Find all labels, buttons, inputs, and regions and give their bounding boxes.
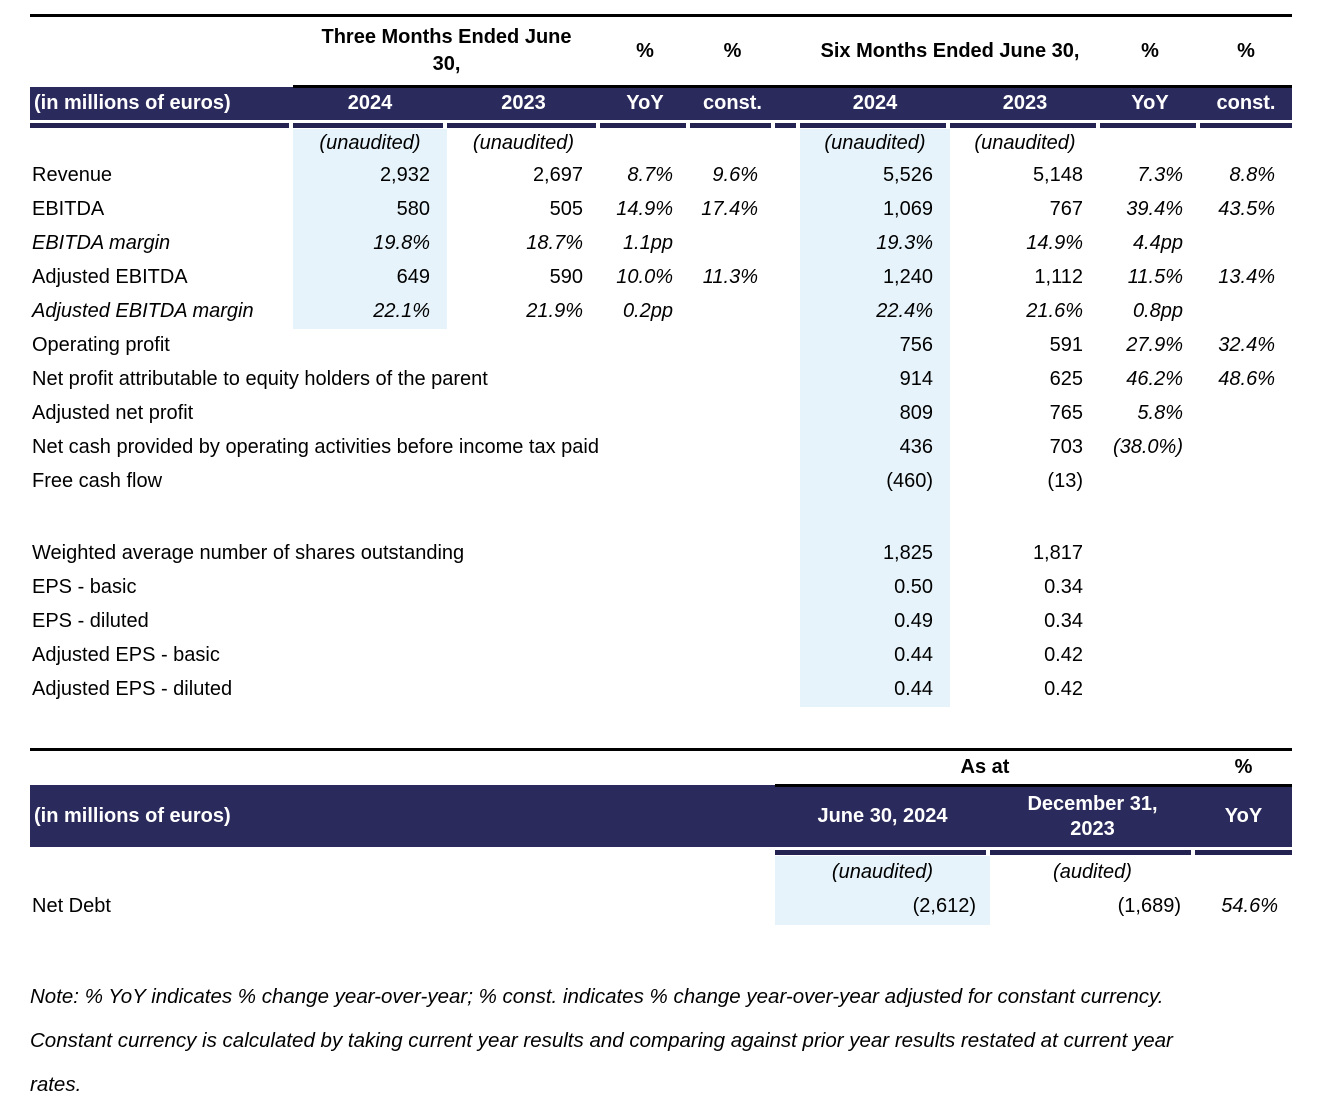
- spacer-cell: [600, 499, 690, 537]
- table-row: [30, 227, 1292, 261]
- value-cell: 0.8pp: [1132, 300, 1183, 322]
- value-cell: [1200, 295, 1292, 329]
- value-cell: 22.1%: [293, 295, 447, 329]
- value-cell: [1200, 465, 1292, 499]
- footnote-line: Constant currency is calculated by taking current year results and comparing against prior year results restated at current year: [30, 1029, 1173, 1052]
- value-cell: [690, 431, 775, 465]
- col-header-tm-2023: 2023: [447, 87, 600, 120]
- footnote-line: rates.: [30, 1073, 82, 1096]
- value-cell: [1200, 673, 1292, 707]
- value-cell: 22.4%: [800, 295, 950, 329]
- rule-segment: [30, 123, 289, 128]
- value-cell: 5,148: [1032, 164, 1083, 186]
- value-cell: (38.0%): [1112, 436, 1183, 458]
- value-cell: [293, 465, 447, 499]
- gap-cell: [775, 465, 800, 499]
- gap-cell: [775, 673, 800, 707]
- value-cell: 591: [1049, 334, 1083, 356]
- col-header-tm-const: const.: [690, 87, 775, 120]
- spacer-row: [30, 499, 1292, 537]
- value-cell: 0.42: [1044, 644, 1083, 666]
- value-cell: 1,825: [800, 537, 950, 571]
- row-label: EBITDA margin: [32, 232, 171, 254]
- rule-segment: [1195, 850, 1292, 855]
- value-cell: 39.4%: [1126, 198, 1183, 220]
- value-cell: 4.4pp: [1132, 232, 1183, 254]
- value-cell: [1200, 397, 1292, 431]
- unaudited-label: (unaudited): [775, 856, 990, 888]
- row-label: Weighted average number of shares outstanding: [32, 542, 465, 564]
- as-at-header-row: [30, 749, 1292, 785]
- table-row: [30, 431, 1292, 465]
- value-cell: [447, 571, 600, 605]
- value-cell: [1200, 537, 1292, 571]
- col-header-december-2023: [990, 785, 1195, 847]
- value-cell: [1200, 227, 1292, 261]
- value-cell: [447, 605, 600, 639]
- value-cell: [600, 537, 690, 571]
- value-cell: 5,526: [800, 159, 950, 193]
- value-cell: [600, 329, 690, 363]
- value-cell: [690, 329, 775, 363]
- value-cell: 649: [293, 261, 447, 295]
- row-label: Adjusted EPS - basic: [32, 644, 220, 666]
- value-cell: 767: [1049, 198, 1083, 220]
- table-row: [30, 465, 1292, 499]
- table-row: [30, 363, 1292, 397]
- corner-empty-cell: [30, 749, 775, 785]
- value-cell: 8.8%: [1229, 164, 1275, 186]
- rule-segment: [600, 123, 686, 128]
- value-cell: [600, 431, 690, 465]
- value-cell: 809: [800, 397, 950, 431]
- period-header-row: [30, 16, 1292, 87]
- unaudited-label-sm-2023: (unaudited): [974, 132, 1076, 154]
- gap-cell: [775, 397, 800, 431]
- row-label: Adjusted net profit: [32, 402, 194, 424]
- value-cell: 21.6%: [1026, 300, 1083, 322]
- value-cell: 703: [1049, 436, 1083, 458]
- value-cell: 0.42: [1044, 678, 1083, 700]
- pct-header-sm-const: %: [1200, 16, 1292, 87]
- gap-cell: [775, 193, 800, 227]
- value-cell: 1,069: [800, 193, 950, 227]
- pct-header-tm-const: %: [690, 16, 775, 87]
- value-cell: 5.8%: [1137, 402, 1183, 424]
- value-cell: 1.1pp: [622, 232, 673, 254]
- value-cell: [690, 639, 775, 673]
- value-cell: 0.2pp: [622, 300, 673, 322]
- value-cell: [600, 397, 690, 431]
- table-row: [30, 159, 1292, 193]
- value-cell: 7.3%: [1137, 164, 1183, 186]
- value-cell: 9.6%: [712, 164, 758, 186]
- value-cell: 0.44: [800, 673, 950, 707]
- gap-cell: [775, 87, 800, 120]
- table-row: [30, 397, 1292, 431]
- value-cell: 27.9%: [1126, 334, 1183, 356]
- rule-segment: [775, 850, 986, 855]
- net-debt-table: [30, 748, 1292, 926]
- value-cell: [1100, 571, 1200, 605]
- header-rule-row: [30, 847, 1292, 856]
- rule-segment: [990, 850, 1191, 855]
- gap-cell: [775, 159, 800, 193]
- value-cell: [1100, 605, 1200, 639]
- value-cell: [293, 605, 447, 639]
- spacer-cell: [1200, 499, 1292, 537]
- row-label: Adjusted EBITDA: [32, 266, 188, 288]
- value-cell: [293, 329, 447, 363]
- three-months-title: Three Months Ended June 30,: [321, 26, 572, 75]
- value-cell: 0.50: [800, 571, 950, 605]
- spacer-cell: [1100, 499, 1200, 537]
- value-cell: 13.4%: [1218, 266, 1275, 288]
- row-label: Operating profit: [32, 334, 170, 356]
- value-cell: 2,932: [293, 159, 447, 193]
- gap-cell: [775, 329, 800, 363]
- value-cell: [690, 363, 775, 397]
- value-cell: 1,240: [800, 261, 950, 295]
- value-cell: [690, 465, 775, 499]
- value-cell: [600, 673, 690, 707]
- value-cell: 19.8%: [293, 227, 447, 261]
- value-cell: 765: [1049, 402, 1083, 424]
- spacer-cell: [800, 499, 950, 537]
- spacer-cell: [293, 499, 447, 537]
- col-header-tm-yoy: YoY: [600, 87, 690, 120]
- value-cell: [690, 397, 775, 431]
- header-rule-row: [30, 120, 1292, 129]
- rule-segment: [800, 123, 946, 128]
- value-cell: 0.34: [1044, 576, 1083, 598]
- corner-empty-cell: [30, 16, 293, 87]
- value-cell: [293, 397, 447, 431]
- value-cell: [447, 537, 600, 571]
- value-cell: 1,817: [1032, 542, 1083, 564]
- gap-cell: [775, 363, 800, 397]
- value-cell: 11.3%: [702, 266, 758, 288]
- income-statement-table: [30, 14, 1292, 707]
- december-2023-title: December 31, 2023: [1027, 792, 1158, 840]
- value-cell: [1200, 605, 1292, 639]
- row-label: Free cash flow: [32, 470, 163, 492]
- value-cell: [447, 639, 600, 673]
- value-cell: 11.5%: [1127, 266, 1183, 288]
- row-label: EPS - basic: [32, 576, 137, 598]
- value-cell: 48.6%: [1218, 368, 1275, 390]
- gap-cell: [775, 16, 800, 87]
- value-cell: 1,112: [1034, 266, 1083, 288]
- gap-cell: [775, 261, 800, 295]
- audit-status-row: [30, 129, 1292, 159]
- value-cell: (460): [800, 465, 950, 499]
- pct-header-yoy: %: [1195, 749, 1292, 785]
- gap-cell: [775, 295, 800, 329]
- value-cell: 46.2%: [1126, 368, 1183, 390]
- six-months-title: Six Months Ended June 30,: [820, 39, 1080, 62]
- unit-label: (in millions of euros): [30, 87, 293, 120]
- value-cell: 32.4%: [1218, 334, 1275, 356]
- value-cell: [447, 673, 600, 707]
- value-cell: [1200, 571, 1292, 605]
- value-cell: [690, 227, 775, 261]
- value-cell: 18.7%: [526, 232, 583, 254]
- footnote-line: Note: % YoY indicates % change year-over-year; % const. indicates % change year-over-year adjusted for constant currency.: [30, 985, 1164, 1008]
- value-cell: [690, 295, 775, 329]
- col-header-june-2024: June 30, 2024: [775, 785, 990, 847]
- value-cell: (2,612): [775, 888, 990, 925]
- value-cell: 14.9%: [616, 198, 673, 220]
- value-cell: 436: [800, 431, 950, 465]
- table-row: [30, 537, 1292, 571]
- value-cell: [690, 571, 775, 605]
- table-row: [30, 571, 1292, 605]
- value-cell: [447, 329, 600, 363]
- pct-header-tm-yoy: %: [600, 16, 690, 87]
- spacer-cell: [950, 499, 1100, 537]
- row-label: Net Debt: [32, 895, 111, 917]
- unaudited-label-sm-2024: (unaudited): [800, 129, 950, 159]
- unit-label: (in millions of euros): [30, 785, 775, 847]
- gap-cell: [775, 227, 800, 261]
- value-cell: [293, 639, 447, 673]
- value-cell: 0.49: [800, 605, 950, 639]
- value-cell: 8.7%: [627, 164, 673, 186]
- table-row: [30, 605, 1292, 639]
- value-cell: (1,689): [1117, 895, 1181, 917]
- spacer-cell: [775, 499, 800, 537]
- gap-cell: [775, 537, 800, 571]
- spacer-cell: [690, 499, 775, 537]
- value-cell: (13): [1047, 470, 1083, 492]
- value-cell: 10.0%: [616, 266, 673, 288]
- value-cell: 756: [800, 329, 950, 363]
- col-header-tm-2024: 2024: [293, 87, 447, 120]
- rule-segment: [293, 123, 443, 128]
- three-months-header: [293, 16, 600, 87]
- row-label: Net cash provided by operating activities before income tax paid: [32, 436, 599, 458]
- value-cell: 0.34: [1044, 610, 1083, 632]
- value-cell: 590: [549, 266, 583, 288]
- value-cell: [600, 571, 690, 605]
- value-cell: 17.4%: [701, 198, 758, 220]
- value-cell: [1100, 639, 1200, 673]
- value-cell: [1100, 537, 1200, 571]
- value-cell: [293, 571, 447, 605]
- gap-cell: [775, 639, 800, 673]
- rule-segment: [690, 123, 771, 128]
- spacer-cell: [30, 499, 293, 537]
- value-cell: [600, 465, 690, 499]
- spacer-cell: [447, 499, 600, 537]
- rule-segment: [950, 123, 1096, 128]
- value-cell: [1200, 639, 1292, 673]
- row-label: EPS - diluted: [32, 610, 149, 632]
- rule-segment: [1200, 123, 1292, 128]
- value-cell: 14.9%: [1026, 232, 1083, 254]
- column-header-row: [30, 87, 1292, 120]
- row-label: Adjusted EPS - diluted: [32, 678, 233, 700]
- column-header-row: [30, 785, 1292, 847]
- value-cell: [600, 639, 690, 673]
- value-cell: [447, 397, 600, 431]
- table-row: [30, 295, 1292, 329]
- row-label: Revenue: [32, 164, 113, 186]
- table-row: [30, 673, 1292, 707]
- gap-cell: [775, 431, 800, 465]
- value-cell: 19.3%: [800, 227, 950, 261]
- value-cell: [1100, 673, 1200, 707]
- rule-segment: [775, 123, 796, 128]
- value-cell: 505: [549, 198, 583, 220]
- pct-header-sm-yoy: %: [1100, 16, 1200, 87]
- value-cell: [600, 605, 690, 639]
- unaudited-label-tm-2024: (unaudited): [293, 129, 447, 159]
- row-label: EBITDA: [32, 198, 105, 220]
- col-header-sm-2023: 2023: [950, 87, 1100, 120]
- audit-status-row: [30, 856, 1292, 888]
- row-label: Net profit attributable to equity holders of the parent: [32, 368, 488, 390]
- rule-segment: [1100, 123, 1196, 128]
- value-cell: 2,697: [532, 164, 583, 186]
- col-header-sm-yoy: YoY: [1100, 87, 1200, 120]
- value-cell: [293, 673, 447, 707]
- value-cell: 43.5%: [1218, 198, 1275, 220]
- value-cell: [600, 363, 690, 397]
- table-row: [30, 639, 1292, 673]
- as-at-header: As at: [775, 749, 1195, 785]
- row-label: Adjusted EBITDA margin: [32, 300, 254, 322]
- col-header-yoy: YoY: [1195, 785, 1292, 847]
- value-cell: [1200, 431, 1292, 465]
- value-cell: [690, 605, 775, 639]
- value-cell: [690, 673, 775, 707]
- unaudited-label-tm-2023: (unaudited): [472, 132, 575, 154]
- value-cell: 21.9%: [526, 300, 583, 322]
- footnote: [30, 975, 1292, 1107]
- six-months-header: [800, 16, 1100, 87]
- col-header-sm-const: const.: [1200, 87, 1292, 120]
- table-row: [30, 261, 1292, 295]
- value-cell: [1100, 465, 1200, 499]
- col-header-sm-2024: 2024: [800, 87, 950, 120]
- rule-segment: [447, 123, 596, 128]
- table-row: [30, 888, 1292, 925]
- table-row: [30, 193, 1292, 227]
- table-row: [30, 329, 1292, 363]
- value-cell: 625: [1049, 368, 1083, 390]
- gap-cell: [775, 571, 800, 605]
- value-cell: 580: [293, 193, 447, 227]
- value-cell: [690, 537, 775, 571]
- value-cell: 0.44: [800, 639, 950, 673]
- gap-cell: [775, 605, 800, 639]
- value-cell: [447, 465, 600, 499]
- audited-label: (audited): [1053, 860, 1132, 883]
- value-cell: 914: [800, 363, 950, 397]
- value-cell: 54.6%: [1221, 895, 1278, 917]
